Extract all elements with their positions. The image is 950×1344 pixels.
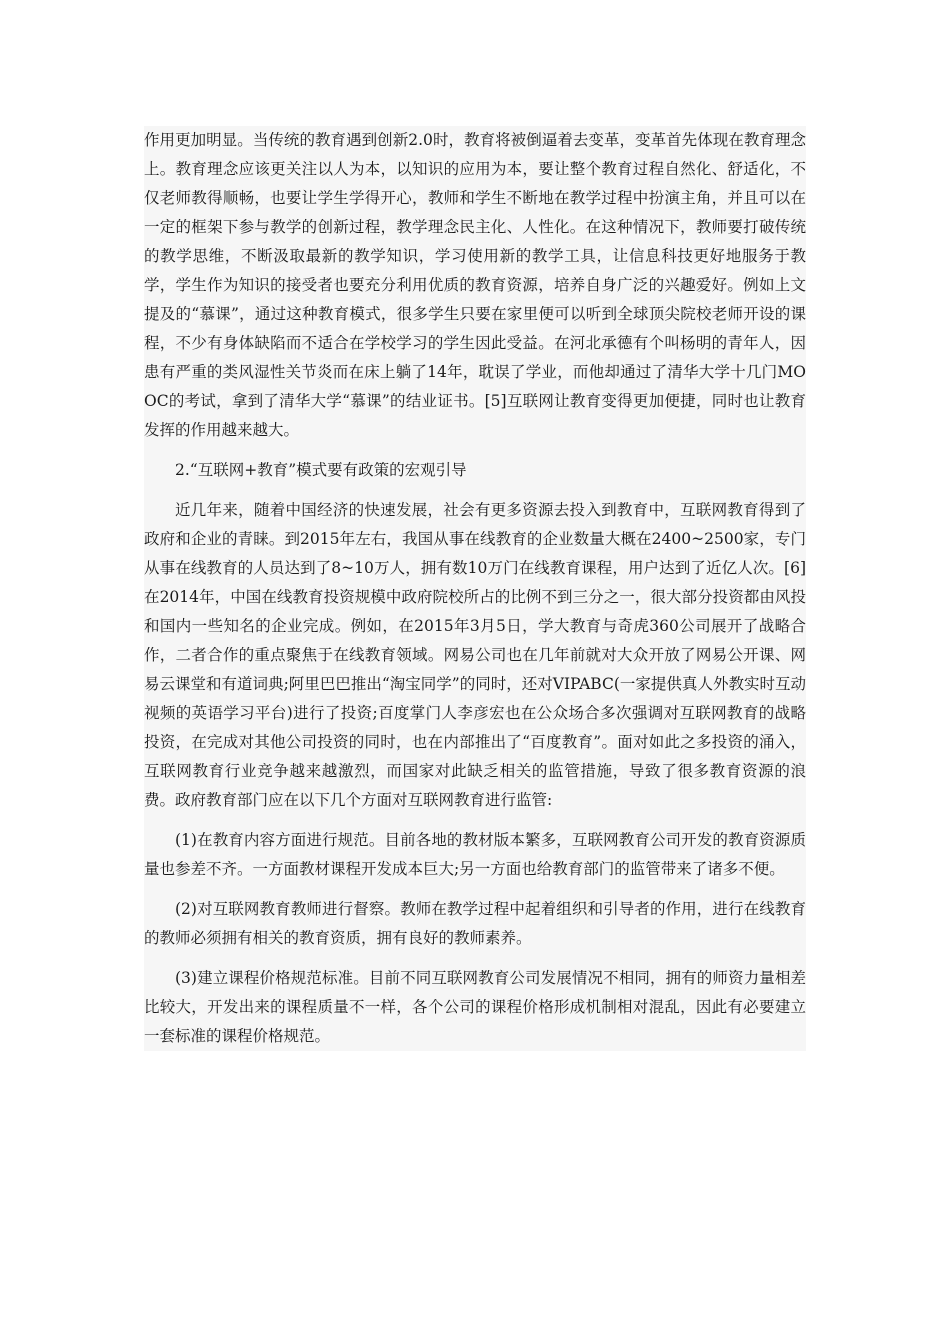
paragraph-item-price-standard: (3)建立课程价格规范标准。目前不同互联网教育公司发展情况不相同，拥有的师资力量相差比较大，开发出来的课程质量不一样，各个公司的课程价格形成机制相对混乱，因此有必要建立一套标准的课程价格规范。: [144, 969, 806, 1045]
paragraph-item-content-regulation: (1)在教育内容方面进行规范。目前各地的教材版本繁多，互联网教育公司开发的教育资源质量也参差不齐。一方面教材课程开发成本巨大;另一方面也给教育部门的监管带来了诸多不便。: [144, 831, 806, 878]
section-heading-policy-guidance: 2.“互联网+教育”模式要有政策的宏观引导: [175, 461, 467, 479]
paragraph-education-concept: 作用更加明显。当传统的教育遇到创新2.0时，教育将被倒逼着去变革，变革首先体现在教育理念上。教育理念应该更关注以人为本，以知识的应用为本，要让整个教育过程自然化、舒适化，不仅老师教得顺畅，也要让学生学得开心，教师和学生不断地在教学过程中扮演主角，并且可以在一定的框架下参与教学的创新过程，教学理念民主化、人性化。在这种情况下，教师要打破传统的教学思维，不断汲取最新的教学知识，学习使用新的教学工具，让信息科技更好地服务于教学，学生作为知识的接受者也要充分利用优质的教育资源，培养自身广泛的兴趣爱好。例如上文提及的“慕课”，通过这种教育模式，很多学生只要在家里便可以听到全球顶尖院校老师开设的课程，不少有身体缺陷而不适合在学校学习的学生因此受益。在河北承德有个叫杨明的青年人，因患有严重的类风湿性关节炎而在床上躺了14年，耽误了学业，而他却通过了清华大学十几门MOOC的考试，拿到了清华大学“慕课”的结业证书。[5]互联网让教育变得更加便捷，同时也让教育发挥的作用越来越大。: [144, 131, 806, 439]
document-body: [144, 126, 806, 1051]
paragraph-online-education-investment: 近几年来，随着中国经济的快速发展，社会有更多资源去投入到教育中，互联网教育得到了政府和企业的青睐。到2015年左右，我国从事在线教育的企业数量大概在2400~2500家，专门从事在线教育的人员达到了8~10万人，拥有数10万门在线教育课程，用户达到了近亿人次。[6]在2014年，中国在线教育投资规模中政府院校所占的比例不到三分之一，很大部分投资都由风投和国内一些知名的企业完成。例如，在2015年3月5日，学大教育与奇虎360公司展开了战略合作，二者合作的重点聚焦于在线教育领域。网易公司也在几年前就对大众开放了网易公开课、网易云课堂和有道词典;阿里巴巴推出“淘宝同学”的同时，还对VIPABC(一家提供真人外教实时互动视频的英语学习平台)进行了投资;百度掌门人李彦宏也在公众场合多次强调对互联网教育的战略投资，在完成对其他公司投资的同时，也在内部推出了“百度教育”。面对如此之多投资的涌入，互联网教育行业竞争越来越激烈，而国家对此缺乏相关的监管措施，导致了很多教育资源的浪费。政府教育部门应在以下几个方面对互联网教育进行监管:: [144, 501, 806, 809]
paragraph-item-teacher-supervision: (2)对互联网教育教师进行督察。教师在教学过程中起着组织和引导者的作用，进行在线教育的教师必须拥有相关的教育资质，拥有良好的教师素养。: [144, 900, 806, 947]
